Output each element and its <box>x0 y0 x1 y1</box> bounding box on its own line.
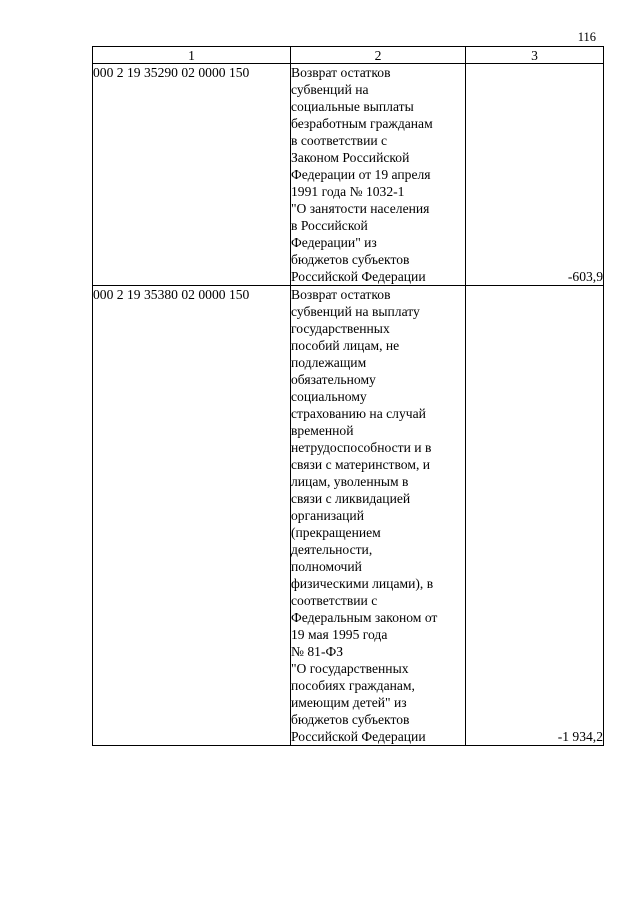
income-name-line: связи с материнством, и <box>291 457 431 472</box>
table-row <box>93 64 604 286</box>
page-number: 116 <box>577 30 596 44</box>
income-name-line: социальные выплаты <box>291 99 414 114</box>
income-name-line: деятельности, <box>291 542 373 557</box>
income-name-line: (прекращением <box>291 525 381 540</box>
income-name-line: нетрудоспособности и в <box>291 440 432 455</box>
income-name-line: 19 мая 1995 года <box>291 627 388 642</box>
income-name-line: подлежащим <box>291 355 367 370</box>
income-name-line: Российской Федерации <box>291 269 426 284</box>
income-name-line: Федеральным законом от <box>291 610 438 625</box>
budget-code-cell: 000 2 19 35290 02 0000 150 <box>93 64 291 286</box>
income-name-line: полномочий <box>291 559 362 574</box>
income-name-line: Возврат остатков <box>291 65 391 80</box>
income-name-line: "О занятости населения <box>291 201 430 216</box>
income-name-cell <box>291 64 466 286</box>
budget-code-cell: 000 2 19 35380 02 0000 150 <box>93 286 291 746</box>
income-name-line: пособий лицам, не <box>291 338 400 353</box>
income-name-line: пособиях гражданам, <box>291 678 415 693</box>
income-name-line: социальному <box>291 389 367 404</box>
income-name-line: субвенций на <box>291 82 369 97</box>
table-row <box>93 286 604 746</box>
amount-cell: -1 934,2 <box>466 286 604 746</box>
income-name-line: бюджетов субъектов <box>291 712 410 727</box>
column-header-code: 1 <box>93 47 291 64</box>
income-name-line: Федерации от 19 апреля <box>291 167 431 182</box>
income-name-line: 1991 года № 1032-1 <box>291 184 405 199</box>
income-name-line: связи с ликвидацией <box>291 491 411 506</box>
income-name-line: "О государственных <box>291 661 409 676</box>
income-name-line: субвенций на выплату <box>291 304 420 319</box>
income-name-line: физическими лицами), в <box>291 576 434 591</box>
column-header-amount: 3 <box>466 47 604 64</box>
income-name-line: лицам, уволенным в <box>291 474 409 489</box>
income-name-line: обязательному <box>291 372 376 387</box>
amount-cell: -603,9 <box>466 64 604 286</box>
column-header-name: 2 <box>291 47 466 64</box>
income-name-line: в соответствии с <box>291 133 388 148</box>
income-name-line: имеющим детей" из <box>291 695 407 710</box>
income-name-line: Федерации" из <box>291 235 377 250</box>
income-name-line: организаций <box>291 508 364 523</box>
table-header-row <box>93 47 604 64</box>
budget-table <box>92 46 604 746</box>
income-name-line: бюджетов субъектов <box>291 252 410 267</box>
income-name-line: страхованию на случай <box>291 406 426 421</box>
income-name-line: соответствии с <box>291 593 378 608</box>
income-name-line: временной <box>291 423 354 438</box>
income-name-line: безработным гражданам <box>291 116 433 131</box>
table-body <box>93 64 604 746</box>
income-name-line: Законом Российской <box>291 150 410 165</box>
income-name-line: Возврат остатков <box>291 287 391 302</box>
income-name-line: № 81-ФЗ <box>291 644 344 659</box>
income-name-line: Российской Федерации <box>291 729 426 744</box>
income-name-line: в Российской <box>291 218 368 233</box>
income-name-line: государственных <box>291 321 390 336</box>
income-name-cell <box>291 286 466 746</box>
